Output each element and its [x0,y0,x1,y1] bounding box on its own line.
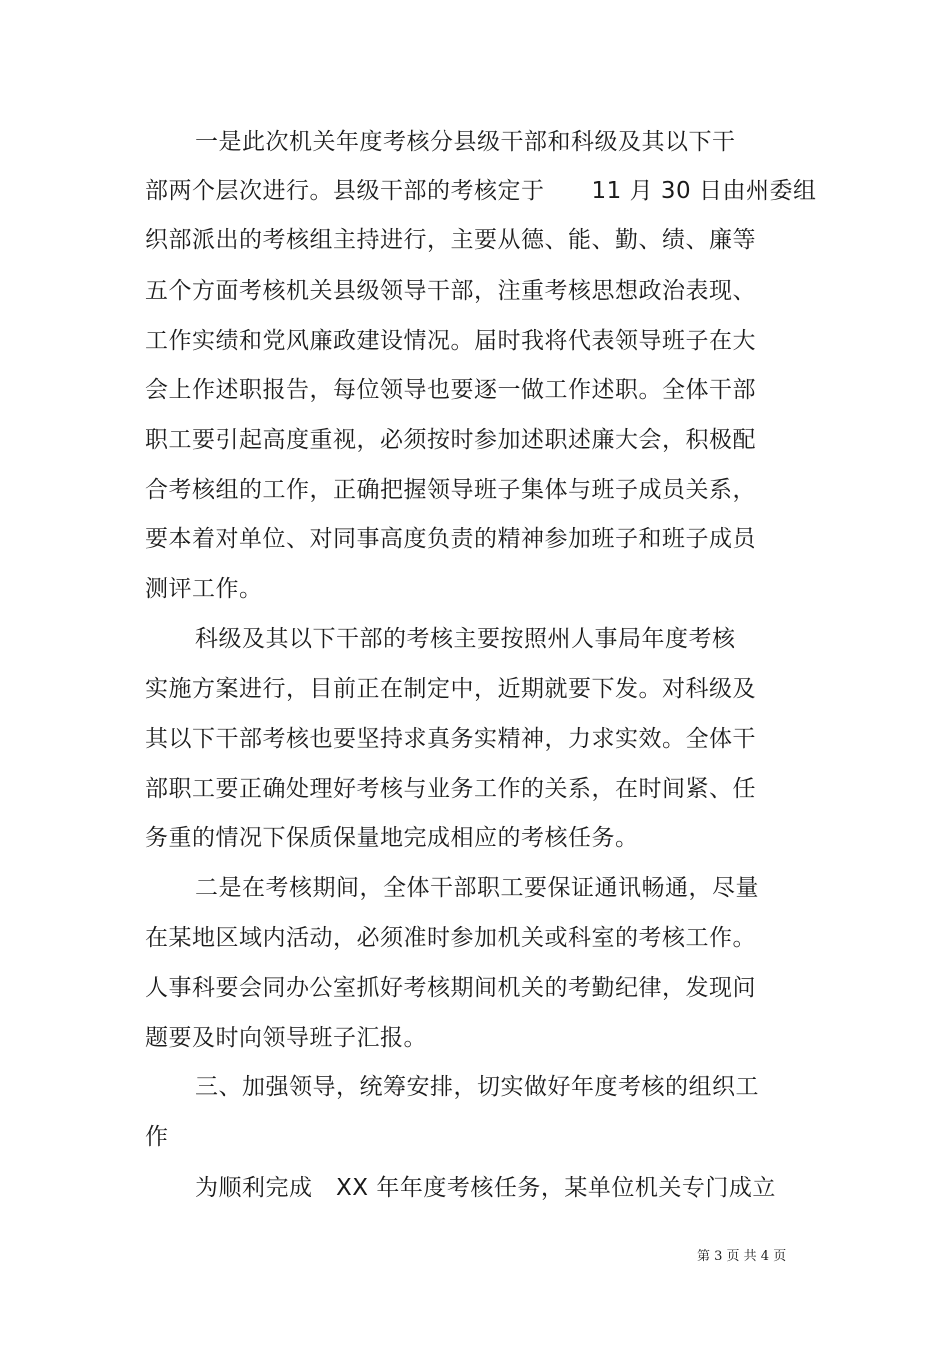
paragraph-line: 其以下干部考核也要坚持求真务实精神，力求实效。全体干 [145,726,756,752]
paragraph-line: 测评工作。 [145,576,263,602]
paragraph-line: 一是此次机关年度考核分县级干部和科级及其以下干 [195,129,736,155]
paragraph-line: 务重的情况下保质保量地完成相应的考核任务。 [145,825,639,851]
paragraph-line: 人事科要会同办公室抓好考核期间机关的考勤纪律，发现问 [145,975,756,1001]
paragraph-line: 职工要引起高度重视，必须按时参加述职述廉大会，积极配 [145,427,756,453]
paragraph-line: 部职工要正确处理好考核与业务工作的关系，在时间紧、任 [145,776,756,802]
paragraph-line: 部两个层次进行。县级干部的考核定于 11 月 30 日由州委组 [145,178,817,204]
page-number: 第 3 页 共 4 页 [697,1249,787,1264]
paragraph-line: 科级及其以下干部的考核主要按照州人事局年度考核 [195,626,736,652]
paragraph-line: 织部派出的考核组主持进行，主要从德、能、勤、绩、廉等 [145,227,756,253]
paragraph-line: 在某地区域内活动，必须准时参加机关或科室的考核工作。 [145,925,756,951]
section-heading-line: 三、加强领导，统筹安排，切实做好年度考核的组织工 [195,1074,759,1100]
paragraph-line: 五个方面考核机关县级领导干部，注重考核思想政治表现、 [145,278,756,304]
paragraph-line: 工作实绩和党风廉政建设情况。届时我将代表领导班子在大 [145,328,756,354]
section-heading-line: 作 [145,1124,169,1150]
paragraph-line: 要本着对单位、对同事高度负责的精神参加班子和班子成员 [145,526,756,552]
paragraph-line: 为顺利完成 XX 年年度考核任务，某单位机关专门成立 [195,1175,776,1201]
paragraph-line: 合考核组的工作，正确把握领导班子集体与班子成员关系， [145,477,756,503]
paragraph-line: 二是在考核期间，全体干部职工要保证通讯畅通，尽量 [195,875,759,901]
paragraph-line: 会上作述职报告，每位领导也要逐一做工作述职。全体干部 [145,377,756,403]
paragraph-line: 实施方案进行，目前正在制定中，近期就要下发。对科级及 [145,676,756,702]
paragraph-line: 题要及时向领导班子汇报。 [145,1025,427,1051]
